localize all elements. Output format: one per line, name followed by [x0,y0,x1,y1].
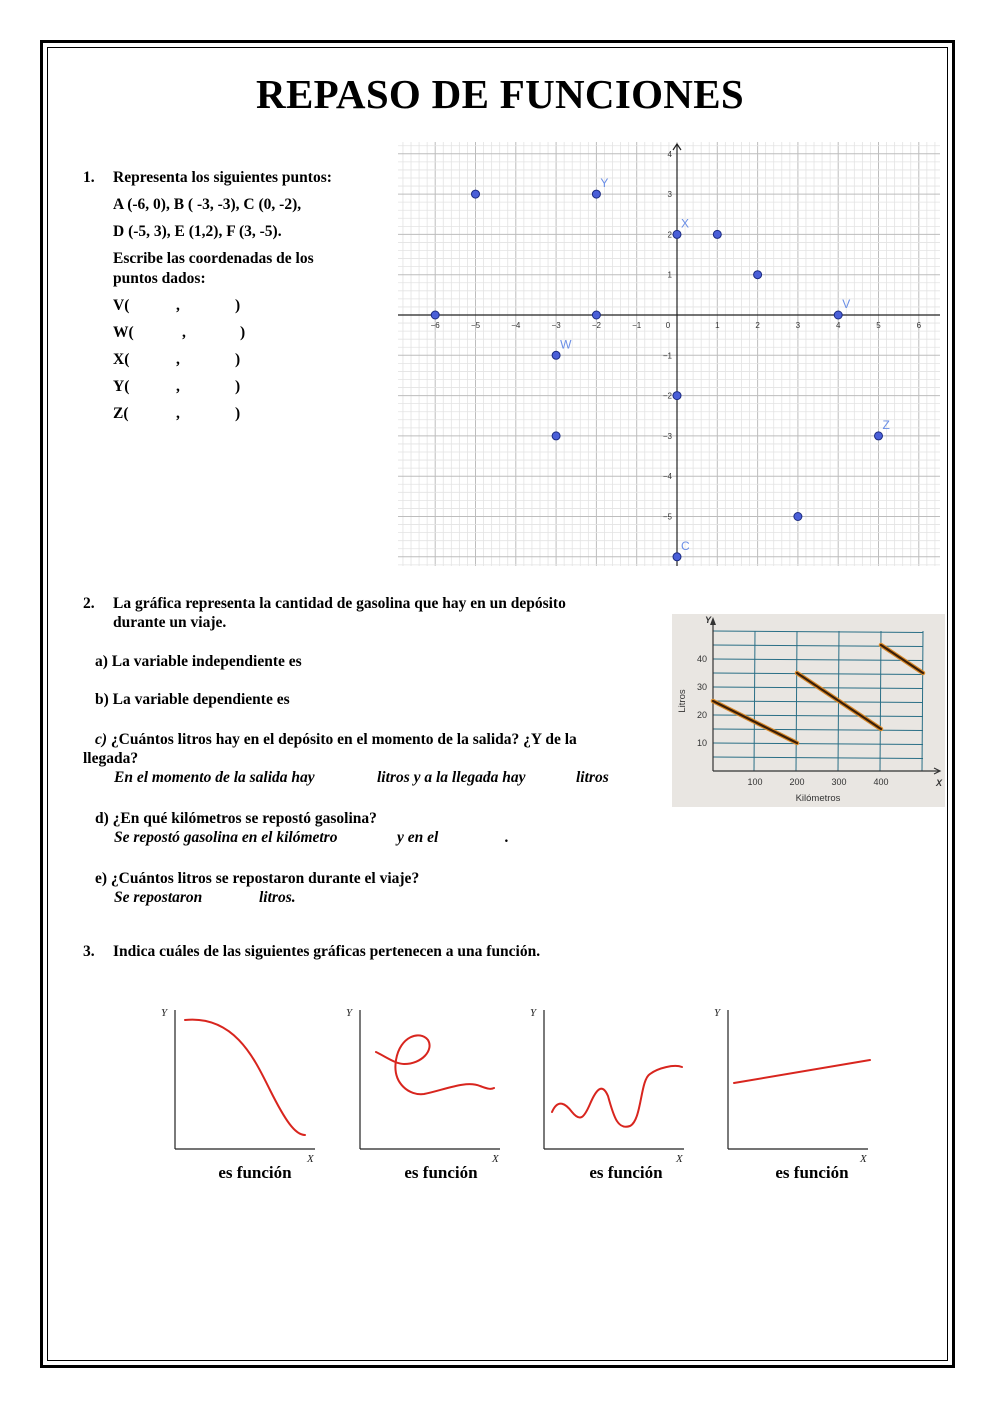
coord-comma: , [176,351,180,368]
x-axis-label: Kilómetros [795,793,841,804]
y-tick-label: −2 [662,391,672,401]
x-tick-label: 6 [916,321,922,330]
graph-1-caption: es función [218,1163,292,1182]
coord-label: V( [113,297,130,314]
x-tick-label: 2 [755,321,760,330]
y-tick-label: 4 [667,149,672,159]
x-axis-letter: X [860,1153,867,1165]
point-label: X [681,216,690,231]
fuel-chart [672,614,945,807]
q2-d-answer-part3: . [505,829,509,846]
page-title: REPASO DE FUNCIONES [256,71,744,117]
x-tick-label: 0 [665,321,671,330]
function-graph-2 [340,1000,510,1168]
q2-b-question: b) La variable dependiente es [95,691,290,708]
function-graph-1 [155,1000,325,1168]
y-tick-label: −3 [662,431,672,441]
curve [185,1020,305,1135]
y-axis-letter: Y [346,1007,353,1019]
q2-c-text: ¿Cuántos litros hay en el depósito en el momento de la salida? ¿Y de la [110,731,577,748]
coord-comma: , [176,378,180,395]
x-axis-letter: X [307,1153,314,1165]
q2-e-question: e) ¿Cuántos litros se repostaron durante el viaje? [95,870,420,887]
data-point [875,432,883,440]
data-point [552,351,560,359]
x-tick-label: 5 [876,321,881,330]
coord-close: ) [235,351,241,368]
y-tick-label: 20 [696,710,707,720]
y-axis-letter: Y [705,615,712,625]
q1-points-line2: D (-5, 3), E (1,2), F (3, -5). [113,223,282,240]
q2-statement-line1: La gráfica representa la cantidad de gasolina que hay en un depósito [113,595,566,612]
data-point [713,230,721,238]
data-point [673,392,681,400]
x-tick-label: −6 [430,321,440,330]
point-label: V [842,297,851,311]
coord-close: ) [235,378,241,395]
x-tick-label: 200 [789,777,805,787]
data-point [592,190,600,198]
x-tick-label: 400 [873,777,889,787]
q1-instruction-line1: Escribe las coordenadas de los [113,250,314,267]
q2-e-answer-part2: litros. [259,889,296,906]
q2-number: 2. [83,595,95,612]
x-tick-label: 300 [831,777,847,787]
q2-c-question [95,731,577,749]
q2-d-answer-part2: y en el [397,829,439,846]
x-tick-label: −5 [470,321,481,330]
coord-comma: , [176,297,180,314]
graph-4-caption: es función [775,1163,849,1182]
x-tick-label: −3 [551,321,561,330]
x-axis-letter: X [936,778,943,788]
q2-e-answer-part1: Se repostaron [114,889,203,906]
point-label: C [681,538,690,553]
x-axis-letter: X [492,1153,499,1165]
q3-number: 3. [83,943,95,960]
x-tick-label: −1 [632,321,642,330]
data-point [431,311,439,319]
data-point [834,311,842,319]
y-tick-label: 2 [667,230,672,240]
y-tick-label: −5 [662,512,672,522]
x-tick-label: −2 [591,321,601,330]
y-axis-label: Litros [677,689,688,713]
q2-c-answer-part2: litros y a la llegada hay [377,769,526,786]
x-tick-label: 3 [795,321,801,330]
curve [734,1060,870,1083]
y-tick-label: 40 [696,654,707,664]
x-tick-label: 100 [747,777,763,787]
y-axis-letter: Y [714,1007,721,1019]
data-point [472,190,480,198]
coord-label: W( [113,324,134,341]
data-point [794,513,802,521]
q1-heading: Representa los siguientes puntos: [113,169,332,186]
q1-instruction-line2: puntos dados: [113,270,206,287]
coord-comma: , [182,324,186,341]
point-label: Z [882,417,890,432]
point-label: Y [600,176,609,191]
y-axis-letter: Y [530,1007,537,1019]
graph-2-caption: es función [404,1163,478,1182]
y-tick-label: −4 [662,472,672,482]
y-tick-label: 10 [696,738,707,748]
curve [376,1035,494,1094]
q2-c-answer-part1: En el momento de la salida hay [114,769,315,786]
q2-a-question: a) La variable independiente es [95,653,302,670]
y-tick-label: 3 [667,190,672,200]
x-tick-label: 1 [715,321,720,330]
data-point [673,553,681,561]
q3-statement: Indica cuáles de las siguientes gráficas pertenecen a una función. [113,943,541,960]
data-point [673,230,681,238]
function-graph-3 [524,1000,694,1168]
function-graph-4 [708,1000,878,1168]
data-point [592,311,600,319]
coordinate-grid-chart [398,142,940,566]
q1-points-line1: A (-6, 0), B ( -3, -3), C (0, -2), [113,196,302,213]
x-tick-label: −4 [511,321,521,330]
coord-label: Z( [113,405,129,422]
coord-close: ) [235,297,241,314]
q2-c-answer-part3: litros [576,769,609,786]
coord-label: X( [113,351,130,368]
y-tick-label: −1 [662,351,672,361]
q2-c-question-line2: llegada? [83,750,139,767]
y-tick-label: 1 [667,270,672,280]
graph-3-caption: es función [589,1163,663,1182]
curve [552,1066,682,1127]
point-label: W [560,337,572,352]
coord-label: Y( [113,378,130,395]
coord-comma: , [176,405,180,422]
data-point [552,432,560,440]
q2-d-answer-part1: Se repostó gasolina en el kilómetro [114,829,338,846]
y-axis-letter: Y [161,1007,168,1019]
x-axis-letter: X [676,1153,683,1165]
coord-close: ) [240,324,246,341]
q2-statement-line2: durante un viaje. [113,614,227,631]
q2-c-prefix: c) [95,731,108,748]
q1-number: 1. [83,169,95,186]
y-tick-label: 30 [696,682,707,692]
coord-close: ) [235,405,241,422]
x-tick-label: 4 [835,321,841,330]
q2-d-question: d) ¿En qué kilómetros se repostó gasolina? [95,810,377,827]
data-point [754,271,762,279]
